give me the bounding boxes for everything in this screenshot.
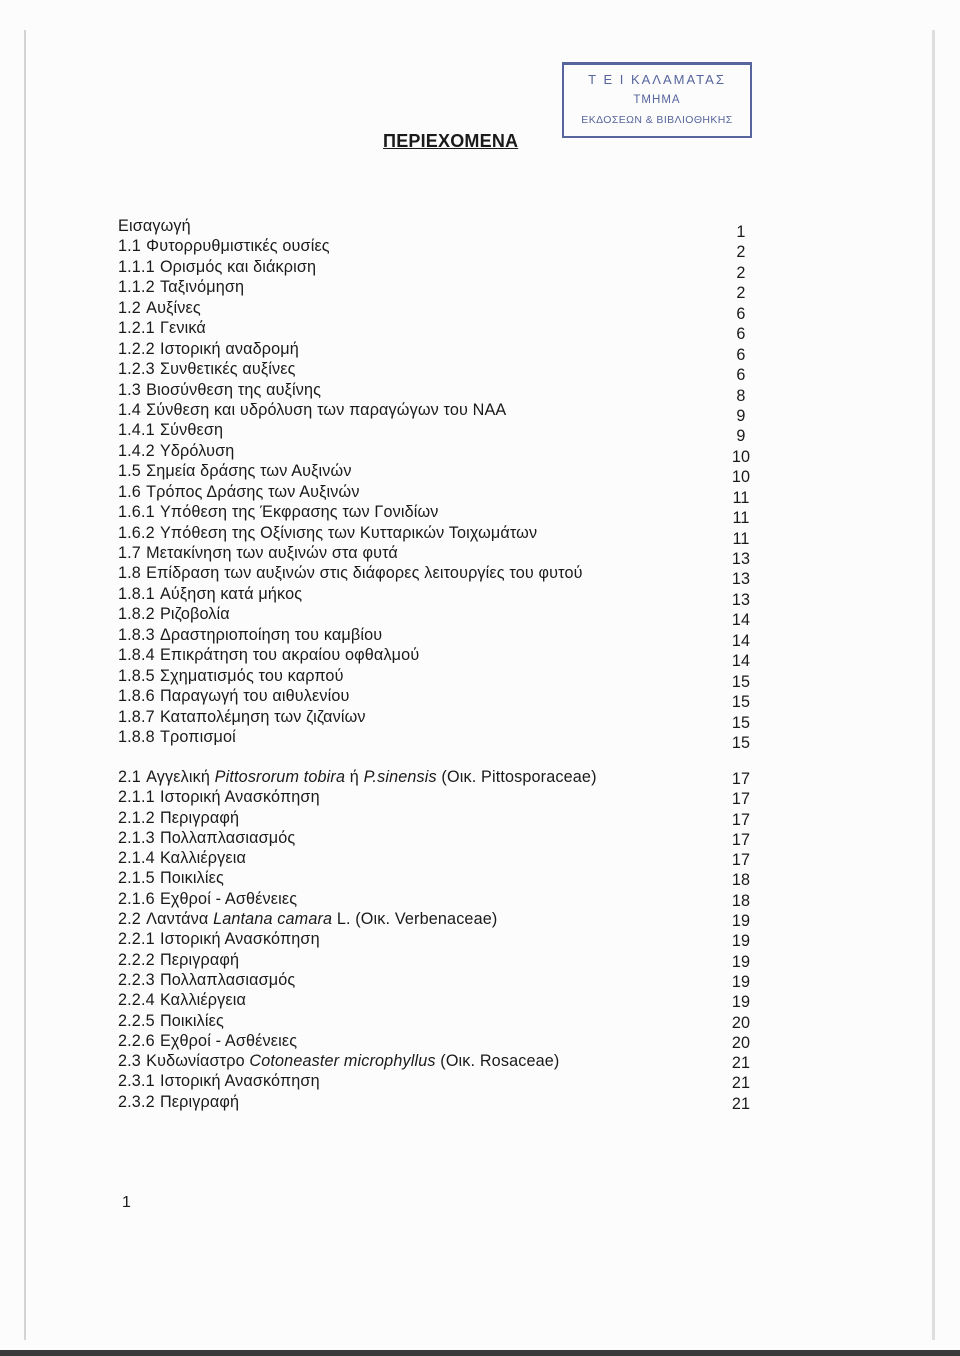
entry-title-species: Lantana camara <box>213 910 333 929</box>
entry-page-number: 20 <box>731 1033 751 1052</box>
entry-title: Ιστορική Ανασκόπηση <box>159 1072 320 1091</box>
entry-title-species: Pittosrorum tobira <box>214 768 346 786</box>
entry-title-part: ή <box>345 768 364 786</box>
entry-title: Καλλιέργεια <box>159 991 247 1010</box>
entry-page-number: 17 <box>731 851 751 870</box>
entry-page-number: 6 <box>736 304 746 323</box>
entry-title: Ποικιλίες <box>159 1011 224 1030</box>
entry-page-number: 6 <box>736 345 746 364</box>
entry-title <box>146 1052 559 1070</box>
toc-entry <box>118 420 768 446</box>
toc-entry <box>118 604 768 630</box>
entry-number: 1.6.2 <box>118 523 155 542</box>
entry-title: Καταπολέμηση των ζιζανίων <box>159 707 366 726</box>
toc-entry <box>118 441 768 466</box>
entry-number: 2.3.2 <box>118 1092 155 1111</box>
entry-number: 2.2.2 <box>118 950 155 969</box>
entry-page-number: 17 <box>731 790 751 809</box>
entry-title: Επίδραση των αυξινών στις διάφορες λειτουργίες του φυτού <box>146 564 583 583</box>
stamp-line-institution: Τ Ε Ι ΚΑΛΑΜΑΤΑΣ <box>588 72 726 87</box>
entry-page-number: 8 <box>736 386 746 405</box>
entry-number: 2.1.4 <box>118 849 155 868</box>
entry-title: Σύνθεση <box>159 421 224 440</box>
entry-title-species: Cotoneaster microphyllus <box>249 1052 436 1071</box>
toc-entry <box>118 257 768 282</box>
entry-number: 2.3 <box>118 1052 141 1071</box>
entry-page-number: 14 <box>731 631 751 650</box>
entry-title: Σχηματισμός του καρπού <box>159 666 344 685</box>
entry-title: Σημεία δράσης των Αυξινών <box>146 462 352 481</box>
toc-entry <box>118 380 768 405</box>
library-stamp <box>562 62 752 138</box>
entry-number: 1.8.5 <box>118 666 155 685</box>
entry-title-part: Αγγελική <box>146 768 215 786</box>
entry-title <box>146 910 497 928</box>
toc-entry <box>118 828 768 848</box>
toc-entry <box>118 1011 768 1031</box>
entry-title: Μετακίνηση των αυξινών στα φυτά <box>146 544 398 562</box>
toc-entry <box>118 1071 768 1091</box>
entry-number: 1.8.3 <box>118 625 155 644</box>
entry-title: Τροπισμοί <box>159 727 236 746</box>
entry-page-number: 19 <box>731 972 751 991</box>
entry-title <box>146 768 597 786</box>
entry-title: Περιγραφή <box>159 950 240 969</box>
entry-title: Καλλιέργεια <box>159 849 247 868</box>
toc-entry <box>118 482 768 507</box>
entry-title: Εχθροί - Ασθένειες <box>159 889 298 908</box>
entry-title: Ορισμός και διάκριση <box>159 257 317 276</box>
entry-number: 1.2 <box>118 298 141 317</box>
entry-page-number: 9 <box>736 427 746 446</box>
scan-edge-left <box>24 30 26 1340</box>
toc-entry <box>118 970 768 990</box>
page-title: ΠΕΡΙΕΧΟΜΕΝΑ <box>383 131 519 151</box>
entry-number: 2.2.4 <box>118 991 155 1010</box>
entry-number: 2.2.6 <box>118 1031 155 1050</box>
entry-number: 1.6.1 <box>118 503 155 522</box>
entry-number: 2.1.3 <box>118 828 155 847</box>
entry-title: Εχθροί - Ασθένειες <box>159 1031 298 1050</box>
toc-entry <box>118 727 768 752</box>
toc-entry <box>118 625 768 650</box>
entry-title: Πολλαπλασιασμός <box>159 970 296 989</box>
toc-entry <box>118 950 768 970</box>
toc-entry <box>118 216 768 241</box>
toc-entry <box>118 584 768 609</box>
toc-entry <box>118 318 768 344</box>
toc-entry <box>118 461 768 487</box>
entry-title-species: P.sinensis <box>363 768 437 786</box>
toc-entry <box>118 909 768 929</box>
scan-edge-bottom <box>0 1350 960 1356</box>
toc-entry <box>118 502 768 528</box>
entry-title: Συνθετικές αυξίνες <box>159 360 296 379</box>
entry-page-number: 17 <box>731 770 751 788</box>
scan-edge-right <box>932 30 935 1340</box>
entry-page-number: 19 <box>731 993 751 1012</box>
entry-title: Επικράτηση του ακραίου οφθαλμού <box>159 646 420 665</box>
entry-title: Υδρόλυση <box>159 441 235 460</box>
entry-number: 1.8.8 <box>118 727 155 746</box>
toc-entry <box>118 767 768 787</box>
entry-page-number: 15 <box>731 672 751 691</box>
entry-page-number: 2 <box>736 243 746 262</box>
toc-entry <box>118 990 768 1010</box>
entry-number: 1.1.1 <box>118 257 155 276</box>
entry-page-number: 20 <box>731 1013 751 1032</box>
entry-title: Φυτορρυθμιστικές ουσίες <box>146 237 330 256</box>
entry-title: Εισαγωγή <box>118 217 191 235</box>
entry-number: 1.6 <box>118 482 141 501</box>
entry-title: Ιστορική Ανασκόπηση <box>159 930 320 949</box>
entry-number: 1.2.1 <box>118 319 155 338</box>
toc-entry <box>118 400 768 425</box>
entry-number: 1.8.1 <box>118 584 155 603</box>
entry-title: Τρόπος Δράσης των Αυξινών <box>146 482 360 501</box>
toc-entry <box>118 686 768 712</box>
entry-title-part: Λαντάνα <box>146 910 214 929</box>
entry-page-number: 13 <box>731 590 751 609</box>
entry-number: 2.2 <box>118 910 141 929</box>
entry-number: 2.1.2 <box>118 808 155 827</box>
entry-page-number: 18 <box>731 871 751 890</box>
entry-page-number: 15 <box>731 693 751 712</box>
entry-page-number: 9 <box>736 406 746 425</box>
toc-entry <box>118 666 768 691</box>
entry-page-number: 6 <box>736 325 746 344</box>
toc-entry <box>118 929 768 949</box>
entry-number: 1.2.3 <box>118 360 155 379</box>
toc-entry <box>118 848 768 868</box>
entry-number: 1.1 <box>118 237 141 256</box>
entry-page-number: 18 <box>731 891 751 910</box>
entry-page-number: 21 <box>731 1074 751 1093</box>
toc-section-2 <box>118 767 768 1112</box>
entry-number: 2.1.6 <box>118 889 155 908</box>
entry-page-number: 6 <box>736 366 746 385</box>
entry-page-number: 2 <box>736 263 746 282</box>
entry-title: Ποικιλίες <box>159 869 224 888</box>
entry-title: Πολλαπλασιασμός <box>159 828 296 847</box>
entry-number: 1.8.6 <box>118 687 155 706</box>
toc-entry <box>118 645 768 671</box>
entry-title: Παραγωγή του αιθυλενίου <box>159 687 350 706</box>
entry-page-number: 19 <box>731 912 751 931</box>
entry-number: 2.2.3 <box>118 970 155 989</box>
entry-title: Σύνθεση και υδρόλυση των παραγώγων του NAA <box>146 400 507 419</box>
toc-entry <box>118 543 768 568</box>
toc-entry <box>118 1092 768 1112</box>
entry-page-number: 2 <box>736 284 746 303</box>
toc-entry <box>118 707 768 732</box>
entry-title: Περιγραφή <box>159 1092 240 1111</box>
toc-entry <box>118 889 768 909</box>
entry-title: Υπόθεση της Έκφρασης των Γονιδίων <box>159 503 439 522</box>
entry-number: 2.1.5 <box>118 869 155 888</box>
entry-page-number: 1 <box>736 223 746 241</box>
toc-entry <box>118 298 768 323</box>
entry-page-number: 17 <box>731 810 751 829</box>
entry-number: 2.2.5 <box>118 1011 155 1030</box>
entry-title-part: (Οικ. Pittosporaceae) <box>436 768 597 786</box>
entry-number: 2.3.1 <box>118 1072 155 1091</box>
toc-entry <box>118 359 768 385</box>
entry-title: Ταξινόμηση <box>159 278 245 297</box>
entry-title-part: (Οικ. Rosaceae) <box>435 1052 560 1071</box>
toc-entry <box>118 563 768 589</box>
entry-number: 2.2.1 <box>118 930 155 949</box>
entry-number: 1.4.1 <box>118 421 155 440</box>
entry-number: 1.8.7 <box>118 707 155 726</box>
entry-title-part: L. (Οικ. Verbenaceae) <box>332 910 498 929</box>
entry-title: Αύξηση κατά μήκος <box>159 584 303 603</box>
entry-page-number: 14 <box>731 611 751 630</box>
entry-page-number: 10 <box>731 468 751 487</box>
entry-page-number: 15 <box>731 713 751 732</box>
toc-entry <box>118 1031 768 1051</box>
entry-page-number: 13 <box>731 570 751 589</box>
entry-page-number: 15 <box>731 733 751 752</box>
entry-number: 1.8.2 <box>118 605 155 624</box>
toc-entry <box>118 787 768 807</box>
entry-page-number: 19 <box>731 932 751 951</box>
entry-title: Περιγραφή <box>159 808 240 827</box>
entry-title-part: Κυδωνίαστρο <box>146 1052 250 1071</box>
entry-number: 1.4 <box>118 400 141 419</box>
entry-page-number: 13 <box>731 550 751 568</box>
toc-entry <box>118 523 768 548</box>
entry-number: 2.1.1 <box>118 788 155 807</box>
toc-entry <box>118 808 768 828</box>
entry-title: Γενικά <box>159 319 206 338</box>
entry-number: 1.8.4 <box>118 646 155 665</box>
footer-page-number: 1 <box>122 1194 131 1211</box>
toc-section-1 <box>118 216 768 752</box>
entry-page-number: 11 <box>732 529 750 548</box>
entry-page-number: 10 <box>731 447 751 466</box>
entry-title: Υπόθεση της Οξίνισης των Κυτταρικών Τοιχωμάτων <box>159 523 538 542</box>
stamp-line-library: ΕΚΔΟΣΕΩΝ & ΒΙΒΛΙΟΘΗΚΗΣ <box>581 114 733 126</box>
entry-number: 1.5 <box>118 462 141 481</box>
toc-entry <box>118 1051 768 1071</box>
entry-number: 1.8 <box>118 564 141 583</box>
entry-page-number: 14 <box>731 652 751 671</box>
entry-title: Ιστορική αναδρομή <box>159 339 299 358</box>
entry-number: 1.2.2 <box>118 339 155 358</box>
entry-title: Αυξίνες <box>146 298 201 317</box>
entry-title: Δραστηριοποίηση του καμβίου <box>159 625 383 644</box>
entry-number: 1.4.2 <box>118 441 155 460</box>
toc-entry <box>118 868 768 888</box>
toc-entry <box>118 277 768 303</box>
entry-number: 1.7 <box>118 544 141 562</box>
entry-page-number: 21 <box>731 1054 751 1073</box>
toc-entry <box>118 236 768 262</box>
entry-title: Ιστορική Ανασκόπηση <box>159 788 320 807</box>
entry-number: 1.1.2 <box>118 278 155 297</box>
entry-title: Ριζοβολία <box>159 605 230 624</box>
entry-number: 1.3 <box>118 380 141 399</box>
toc-entry <box>118 339 768 364</box>
entry-page-number: 11 <box>732 509 750 528</box>
stamp-line-department: ΤΜΗΜΑ <box>633 94 681 106</box>
entry-page-number: 17 <box>731 830 751 849</box>
entry-page-number: 11 <box>732 488 750 507</box>
entry-title: Βιοσύνθεση της αυξίνης <box>146 380 322 399</box>
entry-number: 2.1 <box>118 768 141 786</box>
entry-page-number: 21 <box>731 1094 751 1113</box>
entry-page-number: 19 <box>731 952 751 971</box>
